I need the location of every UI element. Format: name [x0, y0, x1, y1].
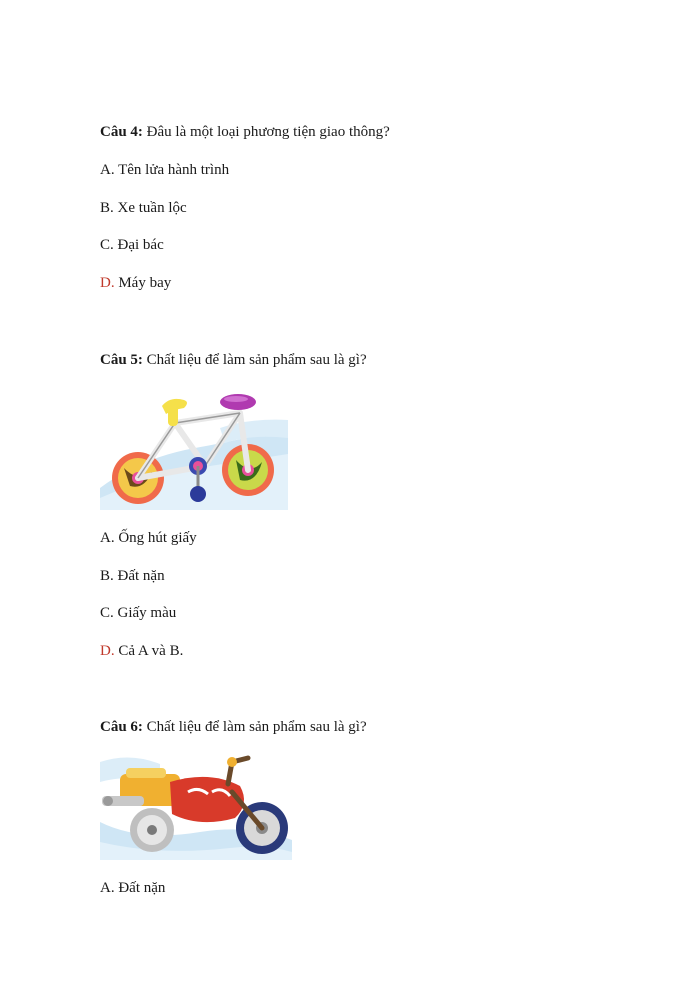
question-text: Đâu là một loại phương tiện giao thông? [146, 124, 390, 140]
option-letter: C. [100, 605, 114, 621]
option-text: Tên lửa hành trình [118, 162, 230, 178]
option-letter: B. [100, 568, 114, 584]
option-text: Máy bay [118, 275, 172, 291]
question-text: Chất liệu để làm sản phẩm sau là gì? [146, 719, 367, 735]
option-text: Cả A và B. [118, 643, 184, 659]
option-a[interactable] [100, 879, 165, 897]
option-text: Xe tuần lộc [117, 200, 187, 216]
option-text: Đất nặn [118, 880, 166, 896]
option-b[interactable] [100, 567, 165, 585]
option-letter: C. [100, 237, 114, 253]
option-a[interactable] [100, 529, 197, 547]
question-4 [100, 123, 390, 141]
question-label: Câu 5: [100, 352, 143, 368]
option-d[interactable] [100, 642, 183, 660]
option-text: Ống hút giấy [118, 530, 197, 546]
option-text: Giấy màu [117, 605, 177, 621]
craft-motorbike-image [100, 752, 292, 860]
option-text: Đại bác [117, 237, 164, 253]
option-c[interactable] [100, 236, 164, 254]
option-c[interactable] [100, 604, 176, 622]
option-letter: B. [100, 200, 114, 216]
option-a[interactable] [100, 161, 229, 179]
question-6 [100, 718, 367, 736]
question-text: Chất liệu để làm sản phẩm sau là gì? [146, 352, 367, 368]
option-text: Đất nặn [117, 568, 165, 584]
option-d[interactable] [100, 274, 171, 292]
question-label: Câu 6: [100, 719, 143, 735]
question-label: Câu 4: [100, 124, 143, 140]
option-letter-correct: D. [100, 643, 115, 659]
option-letter-correct: D. [100, 275, 115, 291]
option-b[interactable] [100, 199, 187, 217]
option-letter: A. [100, 530, 115, 546]
craft-bicycle-image [100, 388, 288, 510]
option-letter: A. [100, 880, 115, 896]
question-5 [100, 351, 367, 369]
option-letter: A. [100, 162, 115, 178]
